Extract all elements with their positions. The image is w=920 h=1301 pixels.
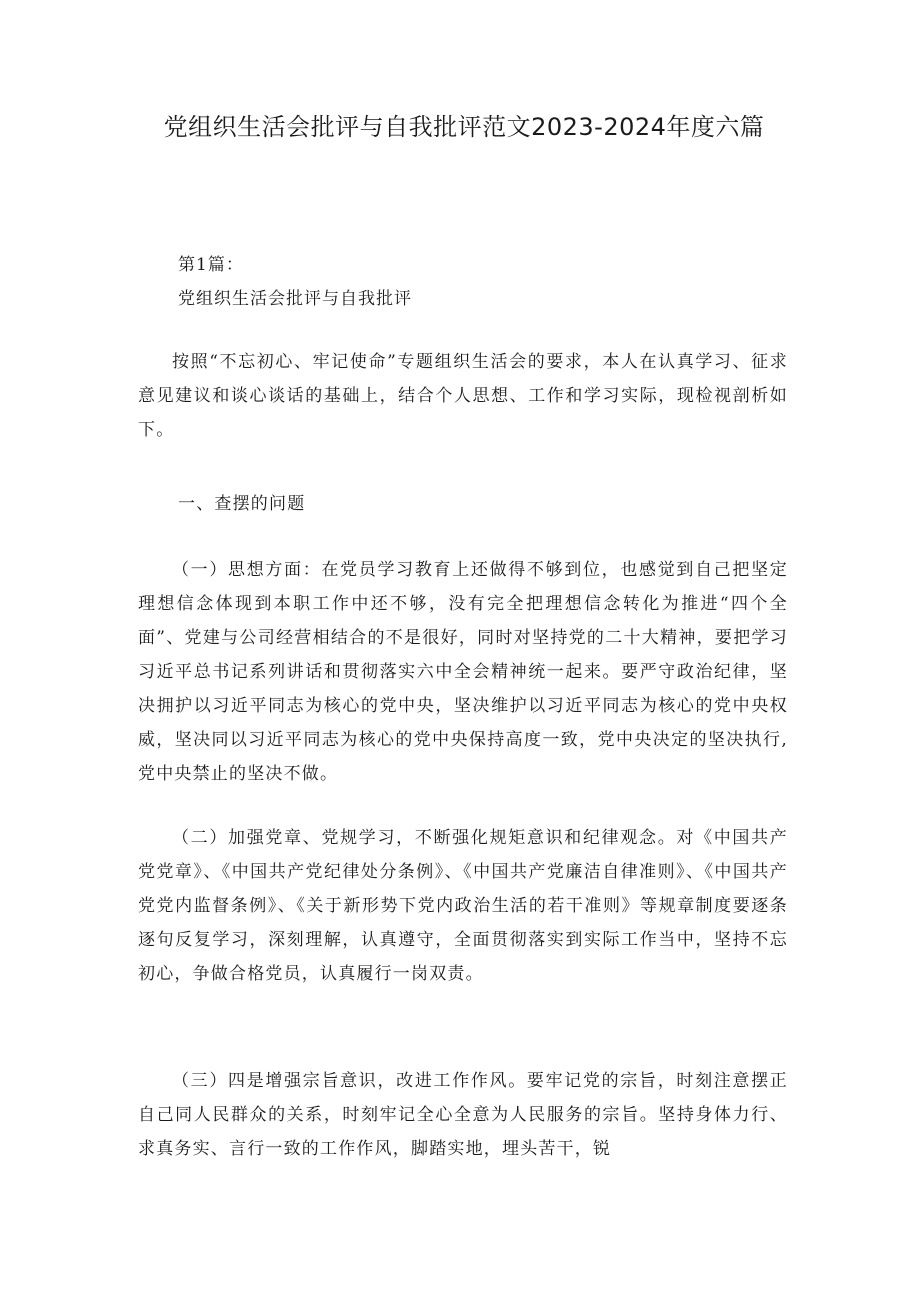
intro-paragraph: 按照“不忘初心、牢记使命”专题组织生活会的要求，本人在认真学习、征求意见建议和谈心谈话的基础上，结合个人思想、工作和学习实际，现检视剖析如下。 xyxy=(138,352,788,440)
paragraph-purpose: （三）四是增强宗旨意识，改进工作作风。要牢记党的宗旨，时刻注意摆正自己同人民群众的关系，时刻牢记全心全意为人民服务的宗旨。坚持身体力行、求真务实、言行一致的工作作风，脚踏实地，埋头苦干，锐 xyxy=(138,1071,788,1159)
paragraph-rules: （二）加强党章、党规学习，不断强化规矩意识和纪律观念。对《中国共产党党章》、《中国共产党纪律处分条例》、《中国共产党廉洁自律准则》、《中国共产党党内监督条例》、《关于新形势下党内政治生活的若干准则》等规章制度要逐条逐句反复学习，深刻理解，认真遵守，全面贯彻落实到实际工作当中，坚持不忘初心，争做合格党员，认真履行一岗双责。 xyxy=(138,828,788,984)
section-title: 党组织生活会批评与自我批评 xyxy=(178,289,412,309)
heading-problems: 一、查摆的问题 xyxy=(178,494,306,514)
paragraph-thought: （一）思想方面：在党员学习教育上还做得不够到位，也感觉到自己把坚定理想信念体现到本职工作中还不够，没有完全把理想信念转化为推进“四个全面”、党建与公司经营相结合的不是很好，同时对坚持党的二十大精神，要把学习习近平总书记系列讲话和贯彻落实六中全会精神统一起来。要严守政治纪律，坚决拥护以习近平同志为核心的党中央，坚决维护以习近平同志为核心的党中央权威，坚决同以习近平同志为核心的党中央保持高度一致，党中央决定的坚决执行,党中央禁止的坚决不做。 xyxy=(138,560,788,784)
section-label: 第1篇： xyxy=(178,255,244,275)
document-title: 党组织生活会批评与自我批评范文2023-2024年度六篇 xyxy=(163,113,765,141)
